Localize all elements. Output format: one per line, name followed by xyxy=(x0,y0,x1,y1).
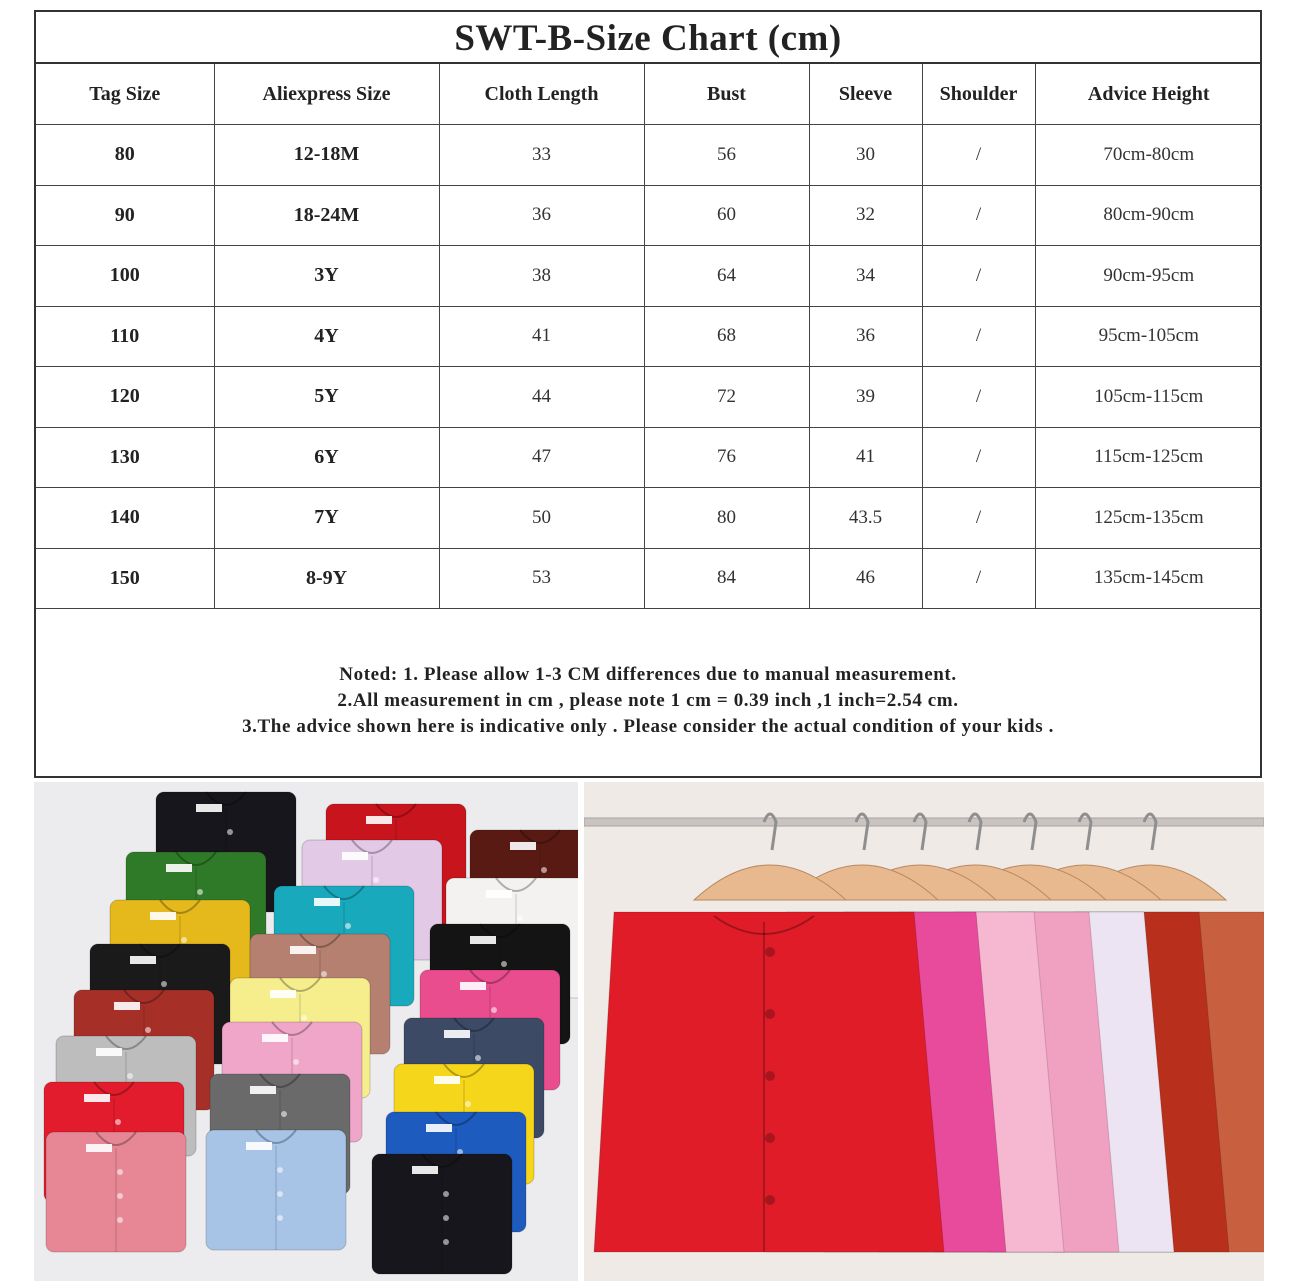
chart-title: SWT-B-Size Chart (cm) xyxy=(36,12,1260,64)
advice-height-cell: 135cm-145cm xyxy=(1035,548,1262,609)
sleeve-cell: 34 xyxy=(809,246,922,307)
sleeve-cell: 32 xyxy=(809,185,922,246)
sleeve-cell: 39 xyxy=(809,367,922,428)
header-aliexpress-size: Aliexpress Size xyxy=(214,64,439,125)
aliexpress-size-cell: 8-9Y xyxy=(214,548,439,609)
shoulder-cell: / xyxy=(922,488,1035,549)
bust-cell: 68 xyxy=(644,306,809,367)
header-tag-size: Tag Size xyxy=(36,64,214,125)
advice-height-cell: 80cm-90cm xyxy=(1035,185,1262,246)
header-bust: Bust xyxy=(644,64,809,125)
sleeve-cell: 46 xyxy=(809,548,922,609)
folded-cardigan xyxy=(372,1154,512,1274)
cloth-length-cell: 44 xyxy=(439,367,644,428)
bust-cell: 80 xyxy=(644,488,809,549)
folded-cardigan xyxy=(206,1130,346,1250)
cloth-length-cell: 36 xyxy=(439,185,644,246)
shoulder-cell: / xyxy=(922,367,1035,428)
shoulder-cell: / xyxy=(922,246,1035,307)
hanging-cardigans-image xyxy=(584,782,1264,1281)
tag-size-cell: 150 xyxy=(36,548,214,609)
shoulder-cell: / xyxy=(922,125,1035,186)
table-row xyxy=(36,125,1262,186)
aliexpress-size-cell: 7Y xyxy=(214,488,439,549)
size-table xyxy=(36,64,1262,609)
cloth-length-cell: 38 xyxy=(439,246,644,307)
shoulder-cell: / xyxy=(922,427,1035,488)
table-row xyxy=(36,548,1262,609)
advice-height-cell: 125cm-135cm xyxy=(1035,488,1262,549)
bust-cell: 56 xyxy=(644,125,809,186)
aliexpress-size-cell: 12-18M xyxy=(214,125,439,186)
shoulder-cell: / xyxy=(922,306,1035,367)
note-line: Noted: 1. Please allow 1-3 CM differences due to manual measurement. xyxy=(339,664,957,685)
advice-height-cell: 115cm-125cm xyxy=(1035,427,1262,488)
header-shoulder: Shoulder xyxy=(922,64,1035,125)
aliexpress-size-cell: 18-24M xyxy=(214,185,439,246)
table-row xyxy=(36,488,1262,549)
bust-cell: 64 xyxy=(644,246,809,307)
table-row xyxy=(36,246,1262,307)
cloth-length-cell: 47 xyxy=(439,427,644,488)
bust-cell: 84 xyxy=(644,548,809,609)
tag-size-cell: 110 xyxy=(36,306,214,367)
aliexpress-size-cell: 3Y xyxy=(214,246,439,307)
shoulder-cell: / xyxy=(922,548,1035,609)
table-row xyxy=(36,367,1262,428)
tag-size-cell: 90 xyxy=(36,185,214,246)
cloth-length-cell: 50 xyxy=(439,488,644,549)
cloth-length-cell: 33 xyxy=(439,125,644,186)
flatlay-product-photo xyxy=(34,782,578,1281)
notes-section xyxy=(36,662,1260,740)
cloth-length-cell: 53 xyxy=(439,548,644,609)
tag-size-cell: 100 xyxy=(36,246,214,307)
table-row xyxy=(36,427,1262,488)
table-row xyxy=(36,185,1262,246)
hanging-product-photo xyxy=(584,782,1264,1281)
table-row xyxy=(36,306,1262,367)
header-cloth-length: Cloth Length xyxy=(439,64,644,125)
folded-cardigan xyxy=(46,1132,186,1252)
aliexpress-size-cell: 5Y xyxy=(214,367,439,428)
tag-size-cell: 120 xyxy=(36,367,214,428)
bust-cell: 76 xyxy=(644,427,809,488)
tag-size-cell: 140 xyxy=(36,488,214,549)
sleeve-cell: 36 xyxy=(809,306,922,367)
sleeve-cell: 30 xyxy=(809,125,922,186)
folded-cardigans-image xyxy=(34,782,578,1281)
note-line: 2.All measurement in cm , please note 1 cm = 0.39 inch ,1 inch=2.54 cm. xyxy=(337,690,959,711)
tag-size-cell: 130 xyxy=(36,427,214,488)
header-advice-height: Advice Height xyxy=(1035,64,1262,125)
aliexpress-size-cell: 4Y xyxy=(214,306,439,367)
advice-height-cell: 95cm-105cm xyxy=(1035,306,1262,367)
tag-size-cell: 80 xyxy=(36,125,214,186)
aliexpress-size-cell: 6Y xyxy=(214,427,439,488)
sleeve-cell: 41 xyxy=(809,427,922,488)
cloth-length-cell: 41 xyxy=(439,306,644,367)
shoulder-cell: / xyxy=(922,185,1035,246)
table-header-row xyxy=(36,64,1262,125)
advice-height-cell: 90cm-95cm xyxy=(1035,246,1262,307)
size-chart xyxy=(34,10,1262,778)
sleeve-cell: 43.5 xyxy=(809,488,922,549)
bust-cell: 60 xyxy=(644,185,809,246)
bust-cell: 72 xyxy=(644,367,809,428)
advice-height-cell: 105cm-115cm xyxy=(1035,367,1262,428)
advice-height-cell: 70cm-80cm xyxy=(1035,125,1262,186)
header-sleeve: Sleeve xyxy=(809,64,922,125)
note-line: 3.The advice shown here is indicative only . Please consider the actual condition of your kids . xyxy=(242,716,1054,737)
